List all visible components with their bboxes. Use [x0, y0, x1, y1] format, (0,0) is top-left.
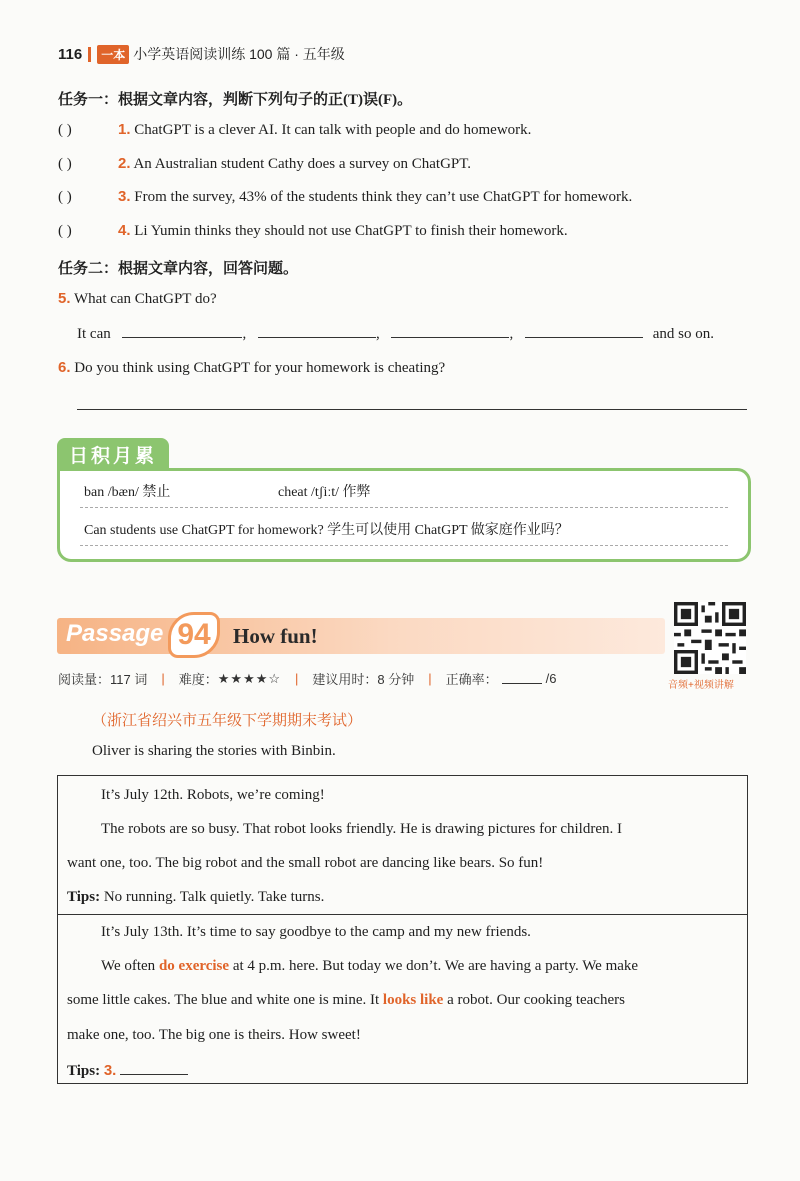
story1-tips — [67, 889, 324, 906]
keyword-looks-like: looks like — [382, 992, 444, 1008]
question-number: 5. — [58, 290, 71, 307]
difficulty-stars — [218, 671, 281, 687]
story-table — [57, 775, 748, 1084]
page-header — [58, 44, 345, 64]
passage-title: How fun! — [233, 624, 318, 648]
qr-code-icon[interactable] — [674, 602, 746, 674]
tips-label: Tips: — [67, 1063, 101, 1079]
accuracy-label: 正确率： — [445, 672, 498, 687]
qr-caption: 音频+视频讲解 — [668, 680, 734, 691]
question-number: 3. — [118, 188, 131, 205]
task2-title: 任务二：根据文章内容，回答问题。 — [58, 261, 299, 277]
story-divider — [58, 914, 747, 915]
sentence-row — [80, 517, 728, 546]
answer-prefix: It can — [77, 326, 111, 342]
answer-blank[interactable] — [120, 1062, 188, 1075]
difficulty-label: 难度： — [178, 672, 218, 687]
accuracy-blank[interactable] — [502, 673, 542, 684]
book-title: 小学英语阅读训练 100 篇 · 五年级 — [133, 46, 345, 62]
story2-line4: make one, too. The big one is theirs. How sweet! — [67, 1027, 361, 1043]
question-number: 1. — [118, 121, 131, 138]
question-6 — [58, 359, 445, 377]
tips-text: No running. Talk quietly. Take turns. — [103, 889, 325, 905]
text-segment: some little cakes. The blue and white one is mine. It — [67, 992, 383, 1008]
meta-separator: | — [428, 671, 432, 686]
answer-paren[interactable]: ( ) — [58, 189, 72, 205]
star-icon: ★ — [230, 670, 244, 686]
story2-line1: It’s July 13th. It’s time to say goodbye to the camp and my new friends. — [101, 924, 531, 940]
answer-blank[interactable] — [391, 325, 509, 338]
passage-meta — [58, 669, 557, 688]
question-2 — [58, 155, 471, 173]
passage-number: 94 — [168, 612, 220, 658]
accumulation-box — [57, 468, 751, 562]
answer-blank[interactable] — [525, 325, 643, 338]
question-text: What can ChatGPT do? — [74, 291, 217, 307]
question-number: 2. — [118, 155, 131, 172]
question-3 — [58, 188, 632, 206]
accumulation-tab: 日积月累 — [57, 438, 169, 470]
star-icon: ☆ — [268, 670, 282, 686]
question-text: Li Yumin thinks they should not use ChatGPT to finish their homework. — [134, 223, 568, 239]
vocab-row — [80, 479, 728, 508]
passage-source: （浙江省绍兴市五年级下学期期末考试） — [92, 713, 363, 729]
vocab-ban: ban /bæn/ 禁止 — [84, 485, 171, 500]
question-number: 6. — [58, 359, 71, 376]
question-text: ChatGPT is a clever AI. It can talk with people and do homework. — [134, 122, 532, 138]
question-text: From the survey, 43% of the students think they can’t use ChatGPT for homework. — [134, 189, 633, 205]
text-segment: at 4 p.m. here. But today we don’t. We are having a party. We make — [229, 958, 639, 974]
story1-line1: It’s July 12th. Robots, we’re coming! — [101, 787, 325, 803]
comma: , — [509, 326, 514, 342]
vocab-cheat: cheat /tʃiːt/ 作弊 — [278, 485, 371, 500]
text-segment: We often — [101, 958, 159, 974]
question-4 — [58, 222, 568, 240]
page-number: 116 — [58, 45, 83, 63]
passage-label: Passage — [66, 620, 164, 647]
task1-title: 任务一：根据文章内容，判断下列句子的正(T)误(F)。 — [58, 92, 413, 108]
meta-separator: | — [161, 671, 165, 686]
answer-blank[interactable] — [258, 325, 376, 338]
answer-blank[interactable] — [122, 325, 242, 338]
story2-line3 — [67, 992, 625, 1009]
example-sentence: Can students use ChatGPT for homework? 学生可以使用 ChatGPT 做家庭作业吗？ — [84, 523, 569, 538]
question-1 — [58, 121, 531, 139]
question-text: An Australian student Cathy does a survey on ChatGPT. — [133, 156, 472, 172]
star-icon: ★ — [217, 670, 231, 686]
star-icon: ★ — [243, 670, 256, 686]
answer-paren[interactable]: ( ) — [58, 223, 72, 239]
question-5 — [58, 290, 217, 308]
story2-tips — [67, 1062, 188, 1080]
answer-line[interactable] — [77, 409, 747, 410]
question-text: Do you think using ChatGPT for your homework is cheating? — [74, 360, 446, 376]
answer-suffix: and so on. — [652, 326, 714, 342]
header-divider — [88, 47, 91, 62]
passage-intro: Oliver is sharing the stories with Binbin. — [92, 743, 336, 759]
text-segment: a robot. Our cooking teachers — [443, 992, 625, 1008]
comma: , — [242, 326, 247, 342]
story1-line2: The robots are so busy. That robot looks friendly. He is drawing pictures for children. I — [101, 821, 622, 837]
question-number: 3. — [103, 1062, 117, 1079]
accuracy-total: /6 — [545, 671, 557, 686]
story2-line2 — [101, 958, 638, 975]
star-icon: ★ — [255, 670, 269, 686]
book-logo: 一本 — [97, 45, 129, 64]
word-count: 阅读量：117 词 — [58, 672, 148, 687]
answer-paren[interactable]: ( ) — [58, 156, 72, 172]
question-number: 4. — [118, 222, 131, 239]
meta-separator: | — [295, 671, 299, 686]
tips-label: Tips: — [67, 889, 101, 905]
keyword-do-exercise: do exercise — [158, 958, 230, 974]
question-5-answer-line — [77, 325, 737, 343]
story1-line3: want one, too. The big robot and the small robot are dancing like bears. So fun! — [67, 855, 544, 871]
comma: , — [375, 326, 380, 342]
answer-paren[interactable]: ( ) — [58, 122, 72, 138]
suggested-time: 建议用时：8 分钟 — [312, 672, 415, 687]
